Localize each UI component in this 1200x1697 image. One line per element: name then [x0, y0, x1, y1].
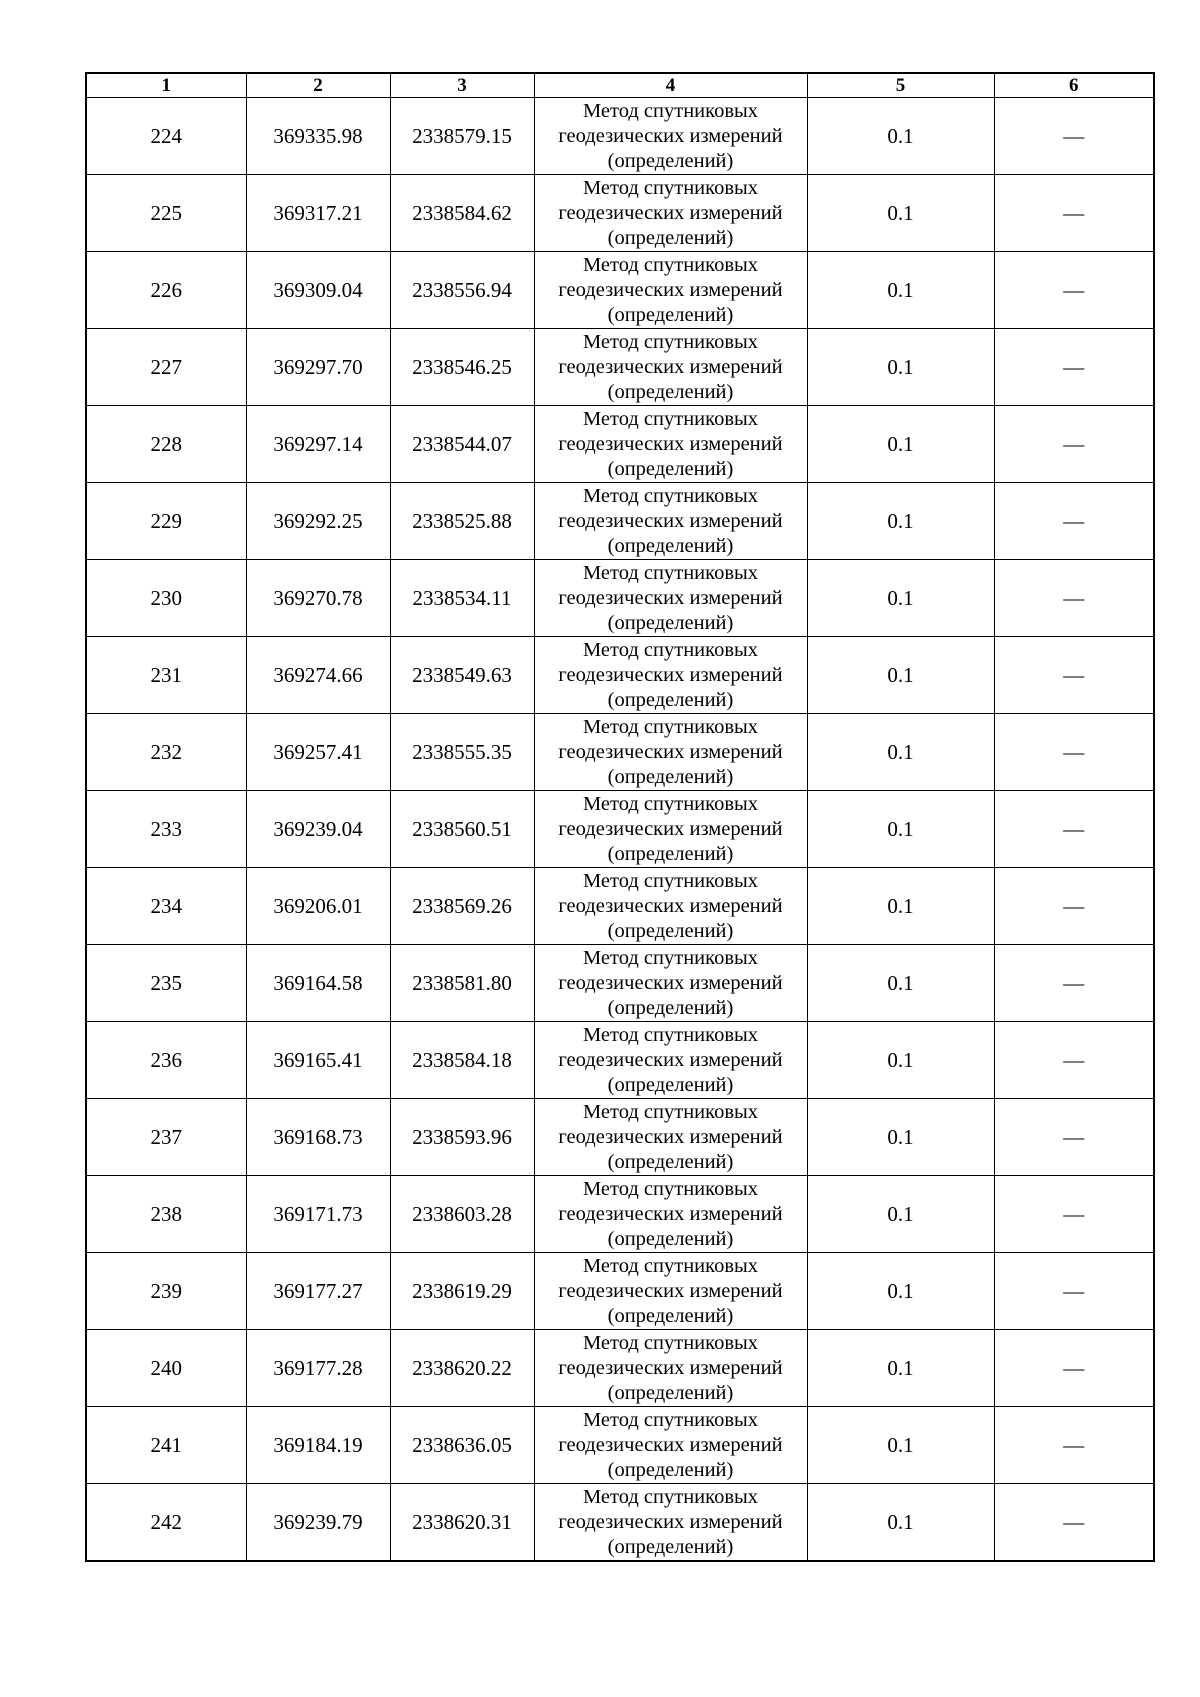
- note-cell: —: [994, 1330, 1154, 1407]
- accuracy-cell: 0.1: [807, 98, 994, 175]
- note-cell: —: [994, 98, 1154, 175]
- y-coordinate-cell: 2338569.26: [390, 868, 534, 945]
- note-cell: —: [994, 406, 1154, 483]
- method-cell: Метод спутниковых геодезических измерений (определений): [534, 1407, 807, 1484]
- method-cell: Метод спутниковых геодезических измерений (определений): [534, 1484, 807, 1562]
- point-number-cell: 231: [86, 637, 246, 714]
- note-cell: —: [994, 1407, 1154, 1484]
- method-cell: Метод спутниковых геодезических измерений (определений): [534, 868, 807, 945]
- method-cell: Метод спутниковых геодезических измерений (определений): [534, 1330, 807, 1407]
- table-row: [86, 1022, 1154, 1099]
- y-coordinate-cell: 2338556.94: [390, 252, 534, 329]
- method-cell: Метод спутниковых геодезических измерений (определений): [534, 945, 807, 1022]
- table-row: [86, 329, 1154, 406]
- method-cell: Метод спутниковых геодезических измерений (определений): [534, 1176, 807, 1253]
- method-cell: Метод спутниковых геодезических измерений (определений): [534, 560, 807, 637]
- x-coordinate-cell: 369297.70: [246, 329, 390, 406]
- table-row: [86, 483, 1154, 560]
- method-cell: Метод спутниковых геодезических измерений (определений): [534, 637, 807, 714]
- table-row: [86, 1330, 1154, 1407]
- header-cell: 3: [390, 73, 534, 98]
- method-cell: Метод спутниковых геодезических измерений (определений): [534, 714, 807, 791]
- table-header: [86, 73, 1154, 98]
- point-number-cell: 227: [86, 329, 246, 406]
- note-cell: —: [994, 483, 1154, 560]
- accuracy-cell: 0.1: [807, 791, 994, 868]
- y-coordinate-cell: 2338593.96: [390, 1099, 534, 1176]
- header-cell: 2: [246, 73, 390, 98]
- table-row: [86, 252, 1154, 329]
- point-number-cell: 233: [86, 791, 246, 868]
- y-coordinate-cell: 2338581.80: [390, 945, 534, 1022]
- point-number-cell: 235: [86, 945, 246, 1022]
- note-cell: —: [994, 1022, 1154, 1099]
- note-cell: —: [994, 252, 1154, 329]
- note-cell: —: [994, 714, 1154, 791]
- note-cell: —: [994, 560, 1154, 637]
- accuracy-cell: 0.1: [807, 1022, 994, 1099]
- note-cell: —: [994, 1484, 1154, 1562]
- x-coordinate-cell: 369184.19: [246, 1407, 390, 1484]
- accuracy-cell: 0.1: [807, 714, 994, 791]
- x-coordinate-cell: 369270.78: [246, 560, 390, 637]
- x-coordinate-cell: 369257.41: [246, 714, 390, 791]
- point-number-cell: 238: [86, 1176, 246, 1253]
- method-cell: Метод спутниковых геодезических измерений (определений): [534, 1099, 807, 1176]
- point-number-cell: 226: [86, 252, 246, 329]
- point-number-cell: 228: [86, 406, 246, 483]
- header-row: [86, 73, 1154, 98]
- x-coordinate-cell: 369168.73: [246, 1099, 390, 1176]
- x-coordinate-cell: 369177.27: [246, 1253, 390, 1330]
- x-coordinate-cell: 369274.66: [246, 637, 390, 714]
- x-coordinate-cell: 369297.14: [246, 406, 390, 483]
- method-cell: Метод спутниковых геодезических измерений (определений): [534, 175, 807, 252]
- y-coordinate-cell: 2338560.51: [390, 791, 534, 868]
- method-cell: Метод спутниковых геодезических измерений (определений): [534, 98, 807, 175]
- accuracy-cell: 0.1: [807, 637, 994, 714]
- table-row: [86, 1099, 1154, 1176]
- table-row: [86, 98, 1154, 175]
- y-coordinate-cell: 2338534.11: [390, 560, 534, 637]
- point-number-cell: 225: [86, 175, 246, 252]
- table-row: [86, 791, 1154, 868]
- y-coordinate-cell: 2338584.18: [390, 1022, 534, 1099]
- y-coordinate-cell: 2338549.63: [390, 637, 534, 714]
- x-coordinate-cell: 369164.58: [246, 945, 390, 1022]
- x-coordinate-cell: 369309.04: [246, 252, 390, 329]
- accuracy-cell: 0.1: [807, 1253, 994, 1330]
- table-row: [86, 714, 1154, 791]
- point-number-cell: 236: [86, 1022, 246, 1099]
- accuracy-cell: 0.1: [807, 1099, 994, 1176]
- y-coordinate-cell: 2338620.22: [390, 1330, 534, 1407]
- y-coordinate-cell: 2338603.28: [390, 1176, 534, 1253]
- y-coordinate-cell: 2338579.15: [390, 98, 534, 175]
- y-coordinate-cell: 2338525.88: [390, 483, 534, 560]
- accuracy-cell: 0.1: [807, 1176, 994, 1253]
- accuracy-cell: 0.1: [807, 252, 994, 329]
- table-row: [86, 1176, 1154, 1253]
- y-coordinate-cell: 2338544.07: [390, 406, 534, 483]
- y-coordinate-cell: 2338555.35: [390, 714, 534, 791]
- point-number-cell: 234: [86, 868, 246, 945]
- accuracy-cell: 0.1: [807, 868, 994, 945]
- header-cell: 4: [534, 73, 807, 98]
- accuracy-cell: 0.1: [807, 1407, 994, 1484]
- x-coordinate-cell: 369165.41: [246, 1022, 390, 1099]
- note-cell: —: [994, 637, 1154, 714]
- table-row: [86, 1253, 1154, 1330]
- point-number-cell: 240: [86, 1330, 246, 1407]
- point-number-cell: 230: [86, 560, 246, 637]
- table-row: [86, 175, 1154, 252]
- x-coordinate-cell: 369239.04: [246, 791, 390, 868]
- header-cell: 6: [994, 73, 1154, 98]
- point-number-cell: 242: [86, 1484, 246, 1562]
- x-coordinate-cell: 369206.01: [246, 868, 390, 945]
- x-coordinate-cell: 369171.73: [246, 1176, 390, 1253]
- x-coordinate-cell: 369317.21: [246, 175, 390, 252]
- accuracy-cell: 0.1: [807, 329, 994, 406]
- table-row: [86, 1407, 1154, 1484]
- accuracy-cell: 0.1: [807, 1330, 994, 1407]
- note-cell: —: [994, 329, 1154, 406]
- table-row: [86, 637, 1154, 714]
- accuracy-cell: 0.1: [807, 945, 994, 1022]
- point-number-cell: 229: [86, 483, 246, 560]
- x-coordinate-cell: 369335.98: [246, 98, 390, 175]
- table-row: [86, 945, 1154, 1022]
- method-cell: Метод спутниковых геодезических измерений (определений): [534, 329, 807, 406]
- x-coordinate-cell: 369239.79: [246, 1484, 390, 1562]
- accuracy-cell: 0.1: [807, 1484, 994, 1562]
- note-cell: —: [994, 945, 1154, 1022]
- y-coordinate-cell: 2338620.31: [390, 1484, 534, 1562]
- note-cell: —: [994, 1099, 1154, 1176]
- point-number-cell: 237: [86, 1099, 246, 1176]
- note-cell: —: [994, 175, 1154, 252]
- accuracy-cell: 0.1: [807, 560, 994, 637]
- accuracy-cell: 0.1: [807, 406, 994, 483]
- y-coordinate-cell: 2338584.62: [390, 175, 534, 252]
- method-cell: Метод спутниковых геодезических измерений (определений): [534, 483, 807, 560]
- table-row: [86, 560, 1154, 637]
- method-cell: Метод спутниковых геодезических измерений (определений): [534, 1253, 807, 1330]
- note-cell: —: [994, 791, 1154, 868]
- accuracy-cell: 0.1: [807, 483, 994, 560]
- note-cell: —: [994, 1176, 1154, 1253]
- point-number-cell: 232: [86, 714, 246, 791]
- table-row: [86, 406, 1154, 483]
- coordinates-table: [85, 72, 1155, 1562]
- method-cell: Метод спутниковых геодезических измерений (определений): [534, 252, 807, 329]
- header-cell: 1: [86, 73, 246, 98]
- y-coordinate-cell: 2338636.05: [390, 1407, 534, 1484]
- method-cell: Метод спутниковых геодезических измерений (определений): [534, 791, 807, 868]
- x-coordinate-cell: 369177.28: [246, 1330, 390, 1407]
- point-number-cell: 241: [86, 1407, 246, 1484]
- table-row: [86, 1484, 1154, 1562]
- y-coordinate-cell: 2338619.29: [390, 1253, 534, 1330]
- x-coordinate-cell: 369292.25: [246, 483, 390, 560]
- header-cell: 5: [807, 73, 994, 98]
- table-row: [86, 868, 1154, 945]
- method-cell: Метод спутниковых геодезических измерений (определений): [534, 406, 807, 483]
- accuracy-cell: 0.1: [807, 175, 994, 252]
- method-cell: Метод спутниковых геодезических измерений (определений): [534, 1022, 807, 1099]
- point-number-cell: 224: [86, 98, 246, 175]
- table-body: [86, 98, 1154, 1562]
- point-number-cell: 239: [86, 1253, 246, 1330]
- note-cell: —: [994, 1253, 1154, 1330]
- y-coordinate-cell: 2338546.25: [390, 329, 534, 406]
- note-cell: —: [994, 868, 1154, 945]
